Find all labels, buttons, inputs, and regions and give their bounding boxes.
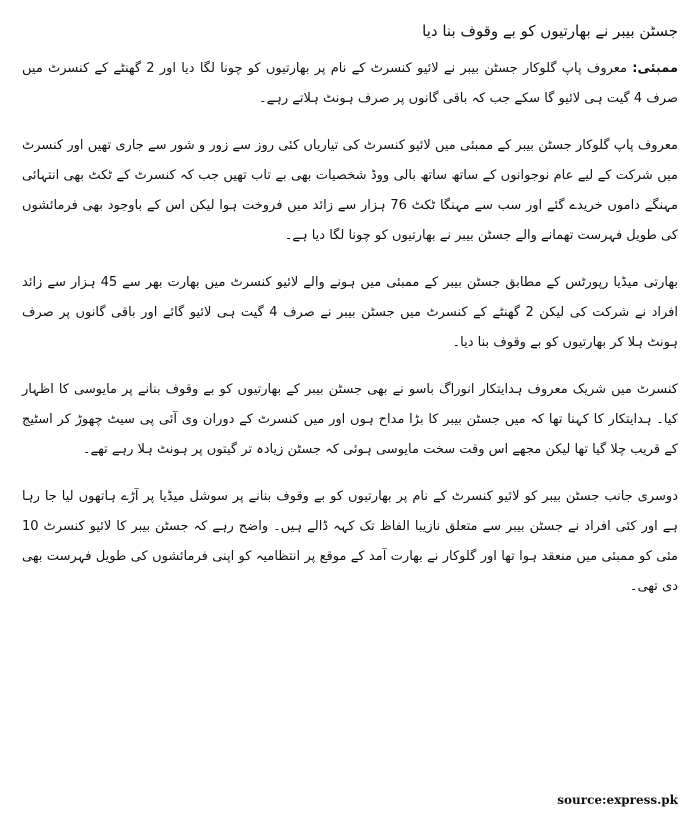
article-paragraph-2: معروف پاپ گلوکار جسٹن بیبر کے ممبئی میں لائیو کنسرٹ کی تیاریاں کئی روز سے زور و شور سے جاری تھیں اور کنسرٹ میں شرکت کے لیے عام نوجوانوں کے ساتھ ساتھ بالی ووڈ شخصیات بھی بے تاب تھیں جب کہ کنسرٹ کے ٹکٹ بھی انتہائی مہنگے داموں خریدے گئے اور سب سے مہنگا ٹکٹ 76 ہزار سے زائد میں فروخت ہوا لیکن اس کے باوجود بھی فرمائشوں کی طویل فہرست تھمانے والے جسٹن بیبر نے بھارتیوں کو چونا لگا دیا ہے۔ (22, 138, 678, 243)
article-paragraph-5: دوسری جانب جسٹن بیبر کو لائیو کنسرٹ کے نام پر بھارتیوں کو بے وقوف بنانے پر سوشل میڈیا پر آڑے ہاتھوں لیا جا رہا ہے اور کئی افراد نے جسٹن بیبر سے متعلق نازیبا الفاظ تک کہہ ڈالے ہیں۔ واضح رہے کہ جسٹن بیبر کا لائیو کنسرٹ 10 مئی کو ممبئی میں منعقد ہوا تھا اور گلوکار نے بھارت آمد کے موقع پر انتظامیہ کو اپنی فرمائشوں کی طویل فہرست بھی دی تھی۔ (22, 489, 678, 594)
source-credit: source:express.pk (557, 793, 678, 807)
article-dateline: ممبئی: (632, 61, 678, 76)
article-headline: جسٹن بیبر نے بھارتیوں کو بے وقوف بنا دیا (422, 22, 678, 40)
article-paragraph-1 (22, 54, 678, 114)
article-paragraph-4: کنسرٹ میں شریک معروف ہدایتکار انوراگ باسو نے بھی جسٹن بیبر کے بھارتیوں کو بے وقوف بنانے پر مایوسی کا اظہار کیا۔ ہدایتکار کا کہنا تھا کہ میں جسٹن بیبر کا بڑا مداح ہوں اور میں کنسرٹ کے دوران وی آئی پی سیٹ چھوڑ کر اسٹیج کے قریب چلا گیا تھا لیکن مجھے اس وقت سخت مایوسی ہوئی کہ جسٹن زیادہ تر گیتوں پر ہونٹ ہلا رہے تھے۔ (22, 382, 678, 457)
paragraph-text: معروف پاپ گلوکار جسٹن بیبر نے لائیو کنسرٹ کے نام پر بھارتیوں کو چونا لگا دیا اور 2 گھنٹے کے کنسرٹ میں صرف 4 گیت ہی لائیو گا سکے جب کہ باقی گانوں پر صرف ہونٹ ہلاتے رہے۔ (22, 61, 678, 106)
article-paragraph-3: بھارتی میڈیا رپورٹس کے مطابق جسٹن بیبر کے ممبئی میں ہونے والے لائیو کنسرٹ میں بھارت بھر سے 45 ہزار سے زائد افراد نے شرکت کی لیکن 2 گھنٹے کے کنسرٹ میں جسٹن بیبر نے صرف 4 گیت ہی لائیو گائے اور باقی گانوں پر صرف ہونٹ ہلا کر بھارتیوں کو بے وقوف بنا دیا۔ (22, 275, 678, 350)
